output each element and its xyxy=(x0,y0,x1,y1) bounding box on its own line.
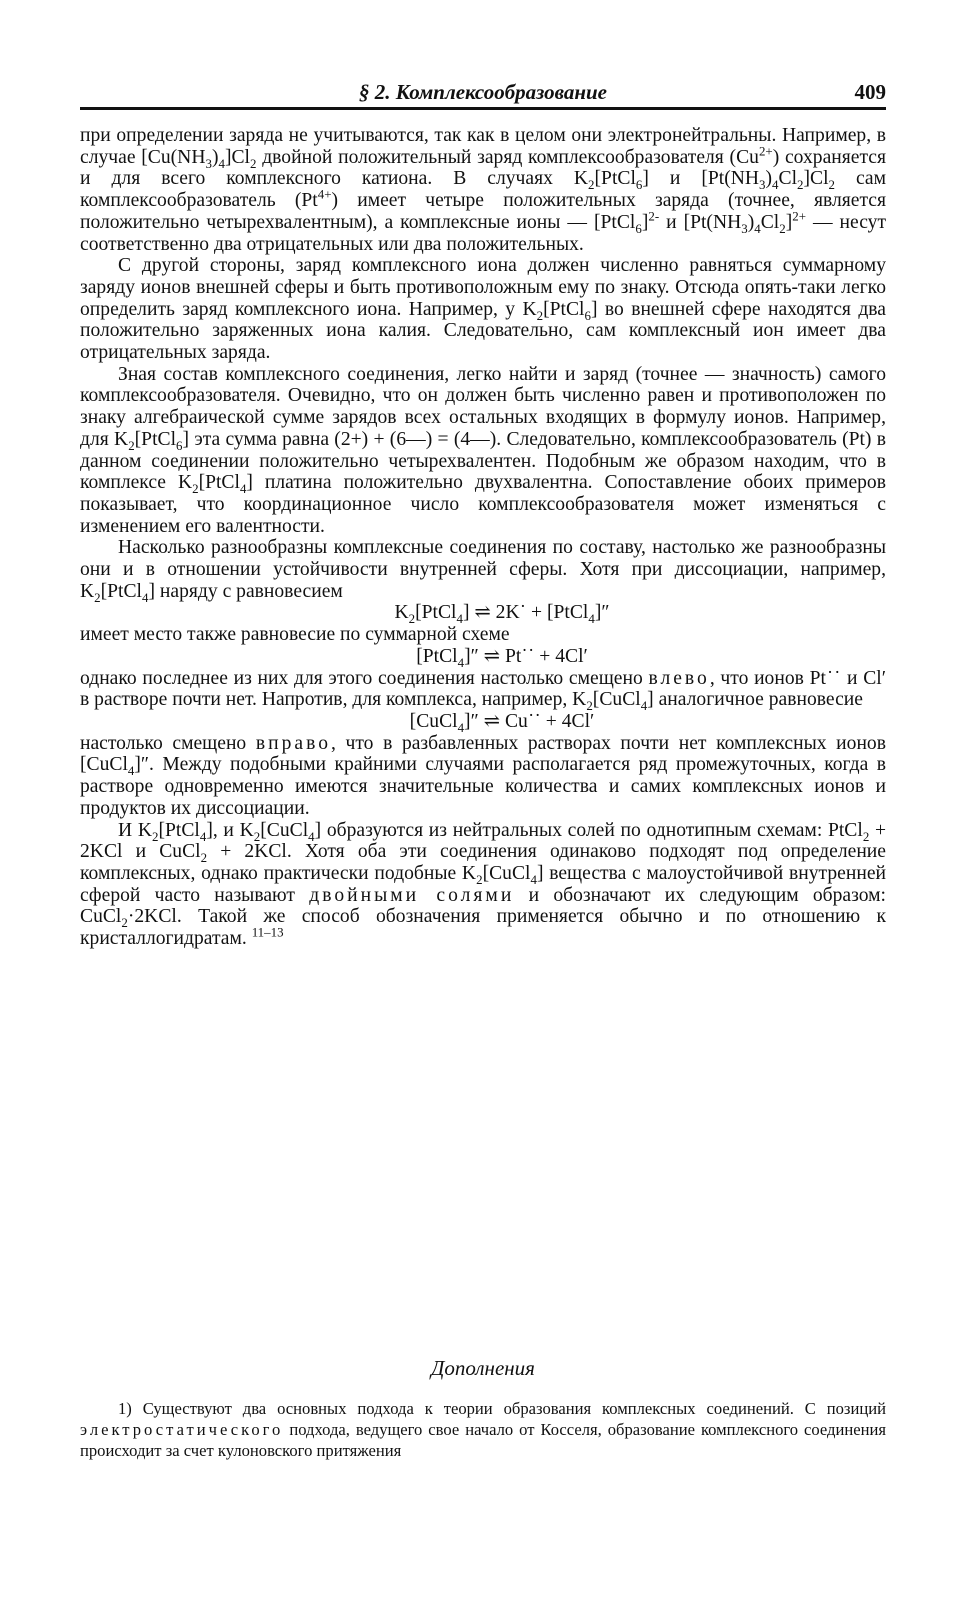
paragraph-4: Насколько разнообразны комплексные соединения по составу, настолько же разнообразны они и в отношении устойчивости внутренней сферы. Хотя при диссоциации, например, $K_2[PtCl_4]$ наряду с равновесием xyxy=(80,537,886,605)
paragraph-3: Зная состав комплексного соединения, легко найти и заряд (точнее — значность) самого комплексообразователя. Очевидно, что он должен быть численно равен и противоположен по знаку алгебраической сумме зарядов всех остальных входящих в формулу ионов. Например, для $K_2[PtCl_6]$ эта сумма равна (2+) + (6—) = (4—). Следовательно, комплексообразователь (Pt) в данном соединении положительно четырехвалентен. Подобным же образом находим, что в комплексе $K_2[PtCl_4]$ платина положительно двухвалентна. Сопоставление обоих примеров показывает, что координационное число комплексообразователя может изменяться с изменением его валентности. xyxy=(80,363,886,537)
body-text xyxy=(80,125,886,950)
citation-ref: 11–13 xyxy=(251,924,284,940)
page-header xyxy=(80,76,886,110)
paragraph-5: имеет место также равновесие по суммарной схеме xyxy=(80,624,510,646)
paragraph-2: С другой стороны, заряд комплексного иона должен численно равняться суммарному заряду ионов внешней сферы и быть противоположным ему по знаку. Отсюда опять-таки легко определить заряд комплексного иона. Например, у $K_2[PtCl_6]$ во внешней сфере находятся два положительно заряженных иона калия. Следовательно, сам комплексный ион имеет два отрицательных заряда. xyxy=(80,255,886,364)
paragraph-7: настолько смещено вправо, что в разбавленных растворах почти нет комплексных ионов [CuCl$_4$]″. Между подобными крайними случаями располагается ряд промежуточных, когда в растворе одновременно имеются значительные количества и самих комплексных ионов и продуктов их диссоциации. xyxy=(80,732,886,819)
paragraph-6: однако последнее из них для этого соединения настолько смещено влево, что ионов Pt˙˙ и Cl′ в растворе почти нет. Напротив, для комплекса, например, $K_2[CuCl_4]$ аналогичное равновесие xyxy=(80,667,886,714)
paragraph-1: при определении заряда не учитываются, так как в целом они электронейтральны. Например, в случае $[Cu(NH_3)_4]Cl_2$ двойной положительный заряд комплексообразователя $(Cu^{2+})$ сохраняется и для всего комплексного катиона. В случаях $K_2[PtCl_6]$ и $[Pt(NH_3)_4Cl_2]Cl_2$ сам комплексообразователь $(Pt^{4+})$ имеет четыре положительных заряда (точнее, является положительно четырехвалентным), а комплексные ионы — [PtCl$_6$]$^{2-}$ и $[Pt(NH_3)_4Cl_2]^{2+}$ — несут соответственно два отрицательных или два положительных. xyxy=(80,125,887,255)
running-title: § 2. Комплексообразование xyxy=(359,80,607,104)
equation-3: [CuCl$_4$]″ ⇌ Cu˙˙ + 4Cl′ xyxy=(409,710,595,735)
page-number: 409 xyxy=(854,80,886,104)
section-title: Дополнения xyxy=(431,1356,535,1380)
equation-2: [PtCl$_4$]″ ⇌ Pt˙˙ + 4Cl′ xyxy=(416,645,588,670)
equation-1: $K_2[PtCl_4]$ ⇌ 2K˙ + [PtCl$_4$]″ xyxy=(394,602,610,627)
footnote: 1) Существуют два основных подхода к теории образования комплексных соединений. С позиций электростатического подхода, ведущего свое начало от Косселя, образование комплексного соединения происходит за счет кулоновского притяжения xyxy=(80,1399,886,1460)
paragraph-8: И $K_2[PtCl_4]$, и $K_2[CuCl_4]$ образуются из нейтральных солей по однотипным схемам: PtCl$_2$ + 2KCl и CuCl$_2$ + 2KCl. Хотя оба эти соединения одинаково подходят под определение комплексных, однако практически подобные $K_2[CuCl_4]$ вещества с малоустойчивой внутренней сферой часто называют двойными солями и обозначают их следующим образом: CuCl$_2$·2KCl. Такой же способ обозначения применяется обычно и по отношению к кристаллогидратам. $^{11-13}$ xyxy=(80,819,887,950)
